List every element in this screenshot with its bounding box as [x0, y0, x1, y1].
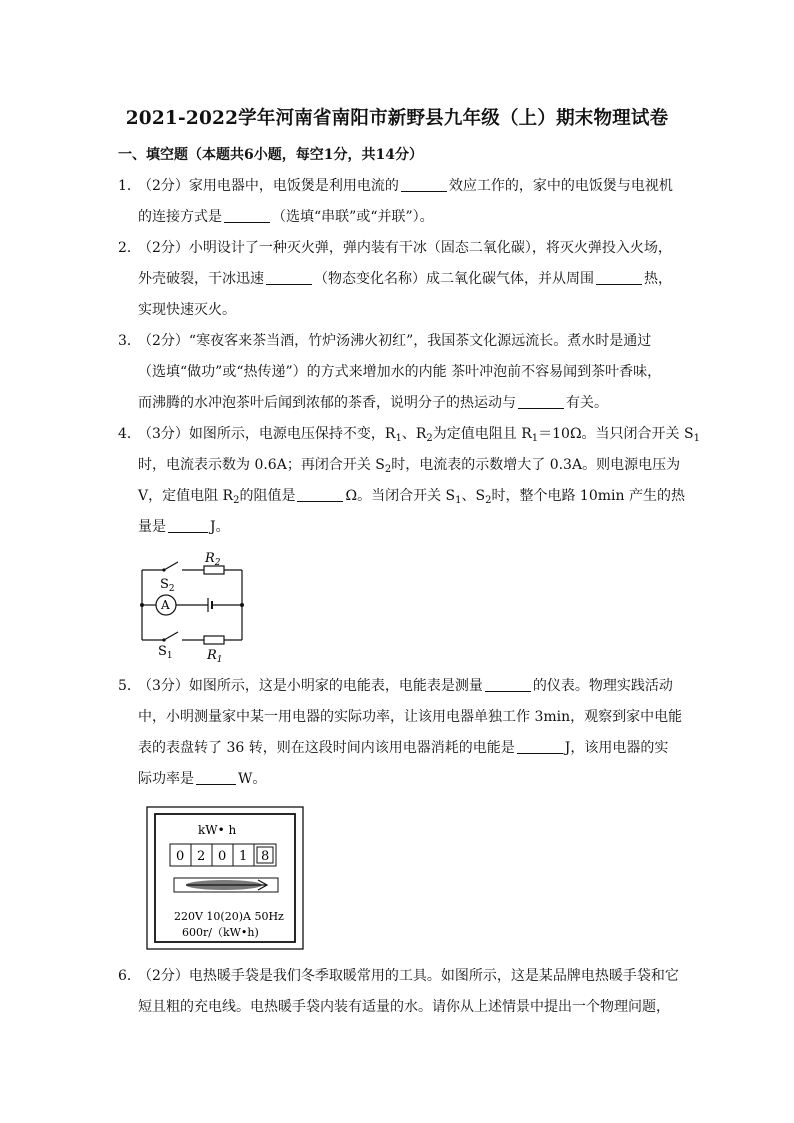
question-5-line-3 — [138, 738, 668, 758]
question-text: 有关。 — [566, 395, 608, 411]
question-text: （2分）小明设计了一种灭火弹，弹内装有干冰（固态二氧化碳），将灭火弹投入火场， — [138, 240, 672, 256]
label-s2: $S_2$ — [160, 577, 175, 594]
question-text: （3分）如图所示，电源电压保持不变，R — [138, 426, 396, 442]
question-4-line-3 — [138, 486, 685, 506]
question-4-line-2 — [138, 455, 680, 475]
question-3-line-2: （选填“做功”或“热传递”）的方式来增加水的内能 茶叶冲泡前不容易闻到茶叶香味， — [138, 364, 662, 380]
question-text: 时，电流表示数为 0.6A；再闭合开关 S — [138, 457, 385, 473]
meter-digit: 8 — [261, 849, 270, 864]
question-text: 的连接方式是 — [138, 209, 222, 225]
question-4-line-1 — [118, 424, 700, 444]
circuit-diagram — [130, 548, 260, 666]
junction — [240, 603, 244, 607]
answer-blank[interactable] — [297, 487, 343, 502]
resistor-r1 — [204, 636, 224, 644]
label-s1: $S_1$ — [158, 644, 173, 661]
question-text: Ω。当闭合开关 S — [345, 488, 456, 504]
label-r1: $R_1$ — [207, 648, 223, 665]
meter-digit: 1 — [239, 849, 248, 864]
question-5-line-1 — [118, 676, 673, 696]
electricity-meter — [146, 806, 304, 950]
answer-blank[interactable] — [518, 394, 564, 409]
question-text: 量是 — [138, 519, 166, 535]
switch-s2-blade — [164, 562, 178, 570]
question-text: 效应工作的，家中的电饭煲与电视机 — [448, 178, 673, 194]
meter-digit: 0 — [176, 849, 185, 864]
question-6-number: 6． — [118, 968, 141, 984]
answer-blank[interactable] — [168, 518, 208, 533]
question-text: 表的表盘转了 36 转，则在这段时间内该用电器消耗的电能是 — [138, 740, 515, 756]
meter-digit: 2 — [197, 849, 206, 864]
subscript: 2 — [426, 433, 433, 444]
answer-blank[interactable] — [517, 739, 563, 754]
label-ammeter: A — [161, 598, 170, 612]
meter-unit-label: kW• h — [198, 823, 237, 837]
question-2-number: 2． — [118, 240, 141, 256]
question-3-line-1 — [118, 331, 651, 351]
question-text: （2分）“寒夜客来茶当酒，竹炉汤沸火初红”，我国茶文化源远流长。煮水时是通过 — [138, 333, 652, 349]
answer-blank[interactable] — [196, 770, 236, 785]
question-2-line-3: 实现快速灭火。 — [138, 302, 236, 318]
question-text: 时，整个电路 10min 产生的热 — [491, 488, 685, 504]
question-4-line-4 — [138, 517, 230, 537]
question-text: 的阻值是 — [239, 488, 296, 504]
answer-blank[interactable] — [596, 270, 642, 285]
question-text: 外壳破裂，干冰迅速 — [138, 271, 264, 287]
question-text: （选填“串联”或“并联”）。 — [272, 209, 434, 225]
question-text: 热， — [644, 271, 672, 287]
subscript: 2 — [485, 495, 492, 506]
question-text: 为定值电阻且 R — [432, 426, 532, 442]
subscript: 2 — [384, 464, 392, 475]
answer-blank[interactable] — [266, 270, 312, 285]
meter-rating-label: 220V 10(20)A 50Hz — [174, 910, 284, 923]
question-2-line-2 — [138, 269, 672, 289]
question-text: V，定值电阻 R — [138, 488, 234, 504]
label-r2: $R_2$ — [205, 551, 221, 568]
question-4-number: 4． — [118, 426, 141, 442]
answer-blank[interactable] — [224, 208, 270, 223]
page-title: 2021-2022学年河南省南阳市新野县九年级（上）期末物理试卷 — [125, 108, 669, 129]
switch-s1-blade — [164, 632, 178, 640]
question-3-line-3 — [138, 393, 608, 413]
section-heading: 一、填空题（本题共6小题，每空1分，共14分） — [118, 147, 423, 163]
question-text: 、S — [461, 488, 486, 504]
question-6-line-1 — [118, 966, 679, 986]
subscript: 1 — [531, 433, 539, 444]
question-6-line-2: 短且粗的充电线。电热暖手袋内装有适量的水。请你从上述情景中提出一个物理问题， — [138, 999, 670, 1015]
question-5-line-2: 中，小明测量家中某一用电器的实际功率，让该用电器单独工作 3min，观察到家中电能 — [138, 709, 683, 725]
subscript: 1 — [693, 433, 700, 444]
question-text: J，该用电器的实 — [564, 740, 669, 756]
question-text: 的仪表。物理实践活动 — [532, 678, 673, 694]
meter-constant-label: 600r/（kW•h) — [182, 926, 259, 939]
switch-s1-contact — [162, 638, 165, 641]
question-text: （物态变化名称）成二氧化碳气体，并从周围 — [314, 271, 594, 287]
question-2-line-1 — [118, 238, 672, 258]
question-1-line-2 — [138, 207, 434, 227]
question-text: 际功率是 — [138, 771, 194, 787]
subscript: 2 — [233, 495, 240, 506]
question-5-line-4 — [138, 769, 266, 789]
question-text: W。 — [238, 771, 267, 787]
answer-blank[interactable] — [401, 177, 447, 192]
subscript: 1 — [395, 433, 402, 444]
question-text: 时，电流表的示数增大了 0.3A。则电源电压为 — [391, 457, 681, 473]
question-text: （2分）电热暖手袋是我们冬季取暖常用的工具。如图所示，这是某品牌电热暖手袋和它 — [138, 968, 679, 984]
question-5-number: 5． — [118, 678, 141, 694]
subscript: 1 — [455, 495, 462, 506]
switch-s2-contact — [162, 568, 165, 571]
question-1-line-1 — [118, 176, 673, 196]
junction — [140, 603, 144, 607]
meter-digit: 0 — [218, 849, 227, 864]
question-text: ＝10Ω。当只闭合开关 S — [538, 426, 694, 442]
question-3-number: 3． — [118, 333, 141, 349]
question-text: 、R — [401, 426, 427, 442]
question-text: （3分）如图所示，这是小明家的电能表，电能表是测量 — [138, 678, 483, 694]
question-text: 而沸腾的水冲泡茶叶后闻到浓郁的茶香，说明分子的热运动与 — [138, 395, 516, 411]
question-text: J。 — [210, 519, 230, 535]
answer-blank[interactable] — [485, 677, 531, 692]
question-1-number: 1． — [118, 178, 141, 194]
question-text: （2分）家用电器中，电饭煲是利用电流的 — [138, 178, 399, 194]
